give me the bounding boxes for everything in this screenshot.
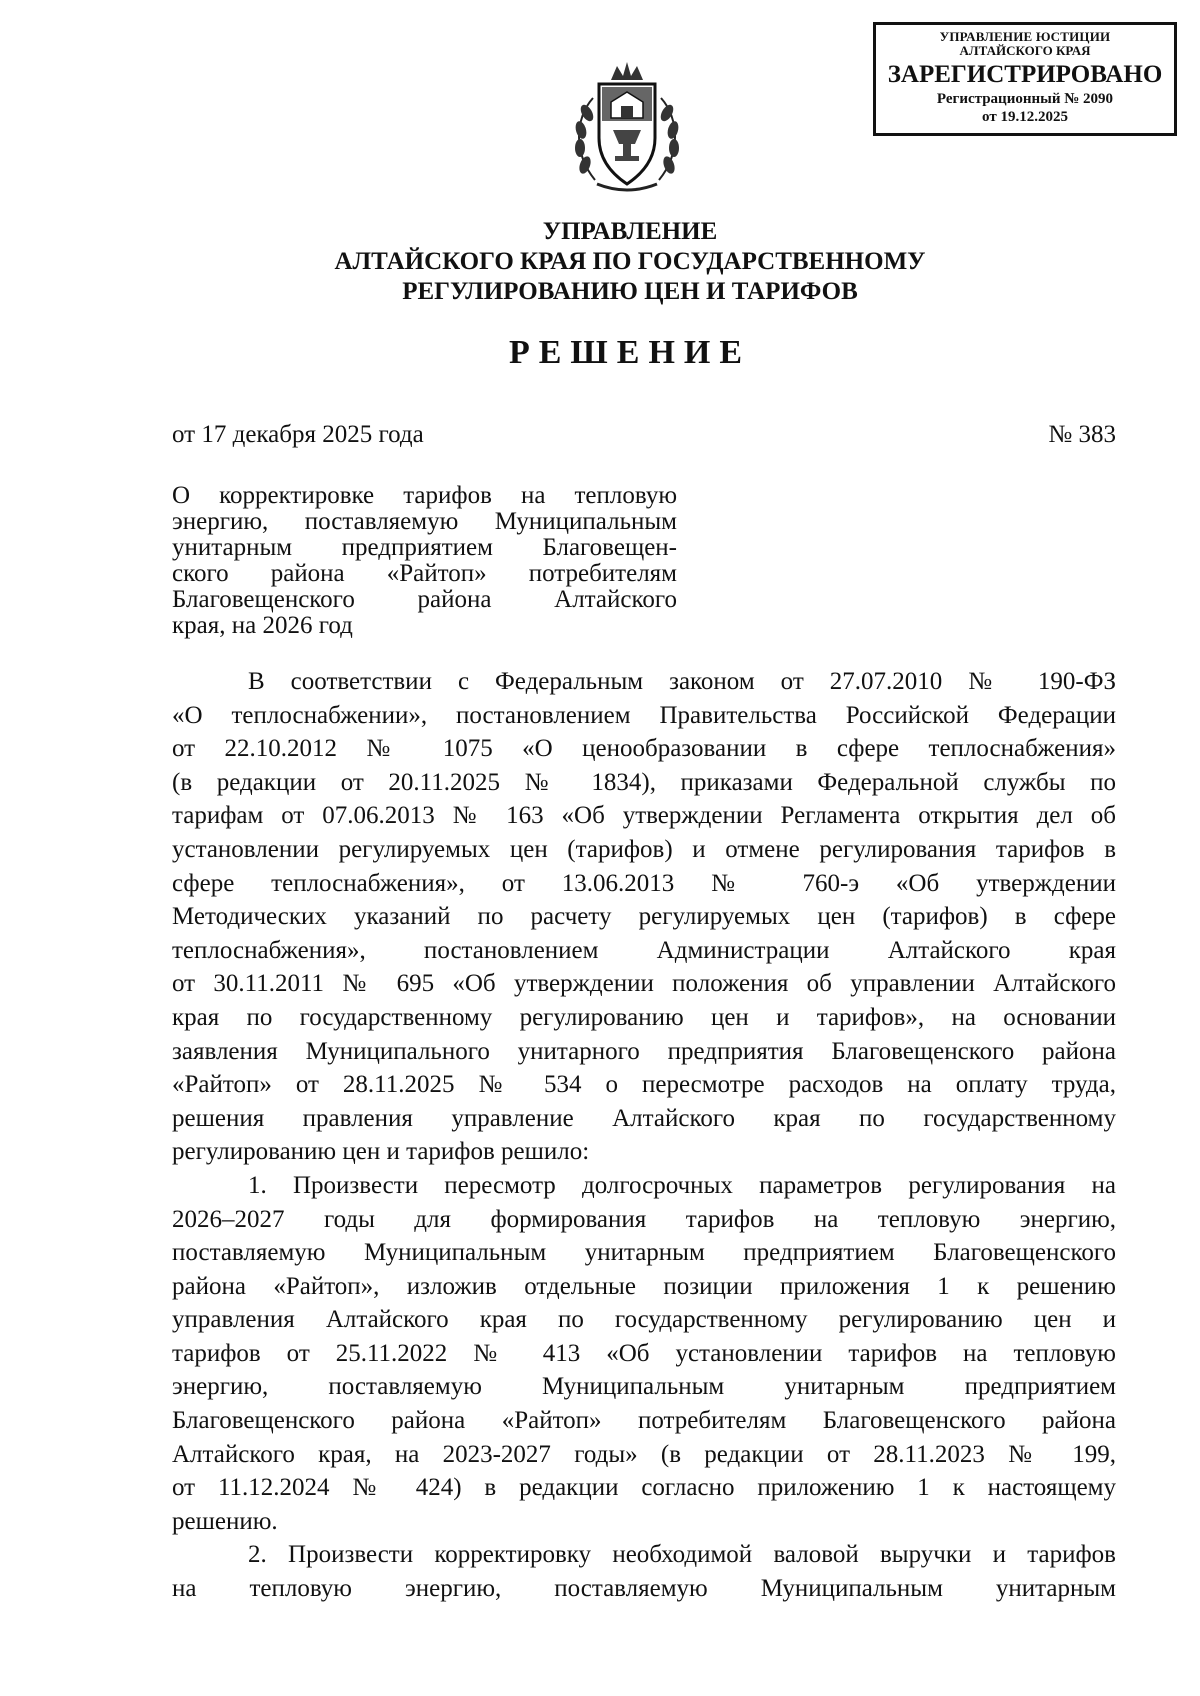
body-line: сфере теплоснабжения», от 13.06.2013 № 760-э «Об утверждении bbox=[172, 869, 1116, 897]
body-line: (в редакции от 20.11.2025 № 1834), приказами Федеральной службы по bbox=[172, 768, 1116, 796]
stamp-reg-date: от 19.12.2025 bbox=[982, 109, 1068, 125]
body-line: управления Алтайского края по государственному регулированию цен и bbox=[172, 1306, 1116, 1334]
document-subject bbox=[172, 483, 677, 639]
body-line: установлении регулируемых цен (тарифов) и отмене регулирования тарифов в bbox=[172, 835, 1116, 863]
altai-krai-coat-of-arms-icon bbox=[565, 58, 689, 196]
document-body bbox=[172, 665, 1116, 1606]
document-number: № 383 bbox=[1048, 421, 1116, 448]
body-line: района «Райтоп», изложив отдельные позиции приложения 1 к решению bbox=[172, 1272, 1116, 1300]
document-date: от 17 декабря 2025 года bbox=[172, 421, 424, 448]
stamp-reg-number: Регистрационный № 2090 bbox=[936, 91, 1114, 107]
body-line: Алтайского края, на 2023-2027 годы» (в редакции от 28.11.2023 № 199, bbox=[172, 1440, 1116, 1468]
issuing-authority bbox=[0, 217, 1200, 307]
body-line: от 22.10.2012 № 1075 «О ценообразовании в сфере теплоснабжения» bbox=[172, 735, 1116, 763]
body-line: Благовещенского района «Райтоп» потребителям Благовещенского района bbox=[172, 1407, 1116, 1435]
subject-line: Благовещенского района Алтайского bbox=[172, 587, 677, 613]
authority-line-1: УПРАВЛЕНИЕ bbox=[542, 218, 718, 245]
body-line: решения правления управление Алтайского края по государственному bbox=[172, 1104, 1116, 1132]
body-line: заявления Муниципального унитарного предприятия Благовещенского района bbox=[172, 1037, 1116, 1065]
body-line: энергию, поставляемую Муниципальным унитарным предприятием bbox=[172, 1373, 1116, 1401]
stamp-line-2: АЛТАЙСКОГО КРАЯ bbox=[959, 43, 1091, 58]
body-line: тарифов от 25.11.2022 № 413 «Об установлении тарифов на тепловую bbox=[172, 1339, 1116, 1367]
body-line: поставляемую Муниципальным унитарным предприятием Благовещенского bbox=[172, 1239, 1116, 1267]
body-line: 1. Произвести пересмотр долгосрочных параметров регулирования на bbox=[248, 1171, 1116, 1199]
subject-line: ского района «Райтоп» потребителям bbox=[172, 561, 677, 587]
body-line: Методических указаний по расчету регулируемых цен (тарифов) в сфере bbox=[172, 903, 1116, 931]
subject-line: унитарным предприятием Благовещен- bbox=[172, 535, 677, 561]
body-line: решению. bbox=[172, 1507, 278, 1535]
stamp-line-1: УПРАВЛЕНИЕ ЮСТИЦИИ bbox=[939, 29, 1111, 44]
authority-line-3: РЕГУЛИРОВАНИЮ ЦЕН И ТАРИФОВ bbox=[402, 278, 858, 305]
subject-line: О корректировке тарифов на тепловую bbox=[172, 483, 677, 509]
stamp-status: ЗАРЕГИСТРИРОВАНО bbox=[887, 61, 1163, 88]
body-line: 2026–2027 годы для формирования тарифов на тепловую энергию, bbox=[172, 1205, 1116, 1233]
body-line: тарифам от 07.06.2013 № 163 «Об утверждении Регламента открытия дел об bbox=[172, 802, 1116, 830]
body-line: регулированию цен и тарифов решило: bbox=[172, 1138, 590, 1166]
subject-line: энергию, поставляемую Муниципальным bbox=[172, 509, 677, 535]
document-type: РЕШЕНИЕ bbox=[508, 334, 752, 371]
body-line: В соответствии с Федеральным законом от 27.07.2010 № 190-ФЗ bbox=[248, 668, 1116, 695]
body-line: от 11.12.2024 № 424) в редакции согласно приложению 1 к настоящему bbox=[172, 1474, 1116, 1502]
subject-line: края, на 2026 год bbox=[172, 613, 353, 639]
body-line: теплоснабжения», постановлением Администрации Алтайского края bbox=[172, 936, 1116, 964]
body-line: края по государственному регулированию цен и тарифов», на основании bbox=[172, 1003, 1116, 1031]
body-line: 2. Произвести корректировку необходимой валовой выручки и тарифов bbox=[248, 1541, 1116, 1569]
body-line: «Райтоп» от 28.11.2025 № 534 о пересмотре расходов на оплату труда, bbox=[172, 1071, 1116, 1099]
body-line: «О теплоснабжении», постановлением Правительства Российской Федерации bbox=[172, 701, 1116, 729]
body-line: на тепловую энергию, поставляемую Муниципальным унитарным bbox=[172, 1575, 1116, 1603]
body-line: от 30.11.2011 № 695 «Об утверждении положения об управлении Алтайского bbox=[172, 970, 1116, 998]
registration-stamp bbox=[873, 22, 1177, 136]
authority-line-2: АЛТАЙСКОГО КРАЯ ПО ГОСУДАРСТВЕННОМУ bbox=[334, 248, 926, 275]
date-number-line bbox=[172, 420, 1116, 450]
